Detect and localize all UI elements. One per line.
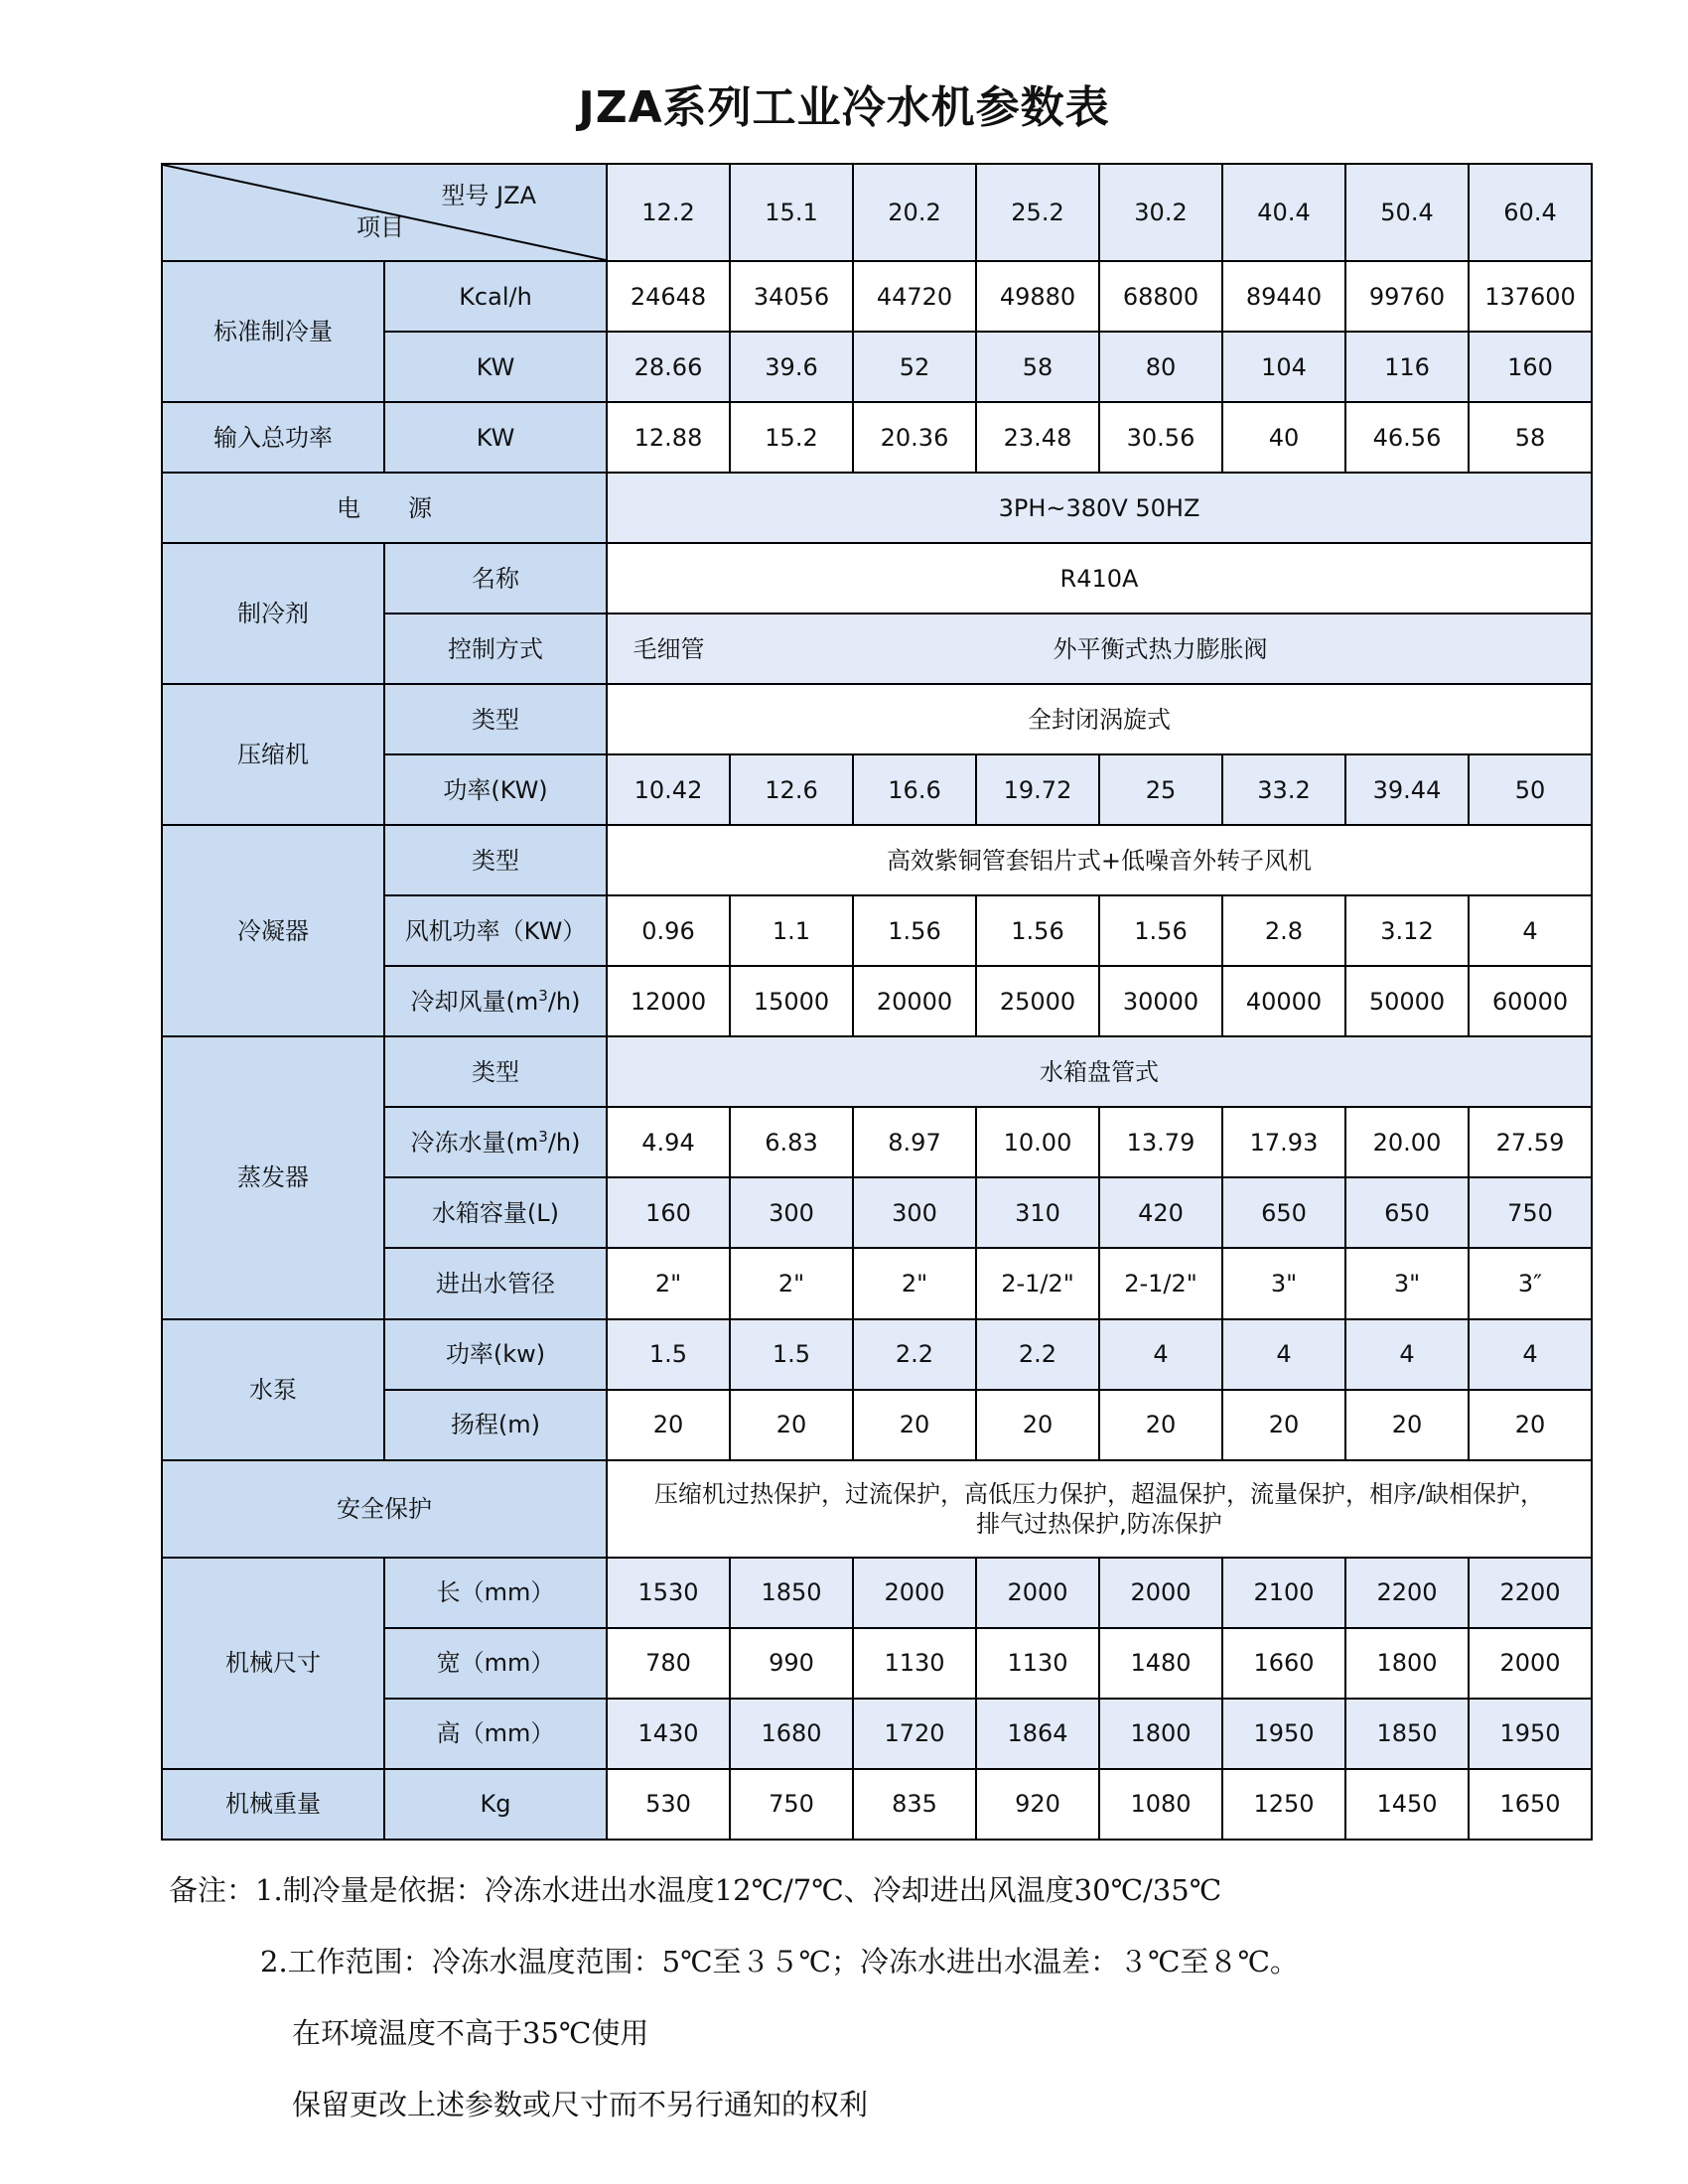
value-cell: 20.00 [1345, 1107, 1469, 1177]
sub-label [384, 1107, 607, 1177]
model-cell: 15.1 [730, 164, 853, 261]
value-cell: 4 [1469, 1319, 1592, 1390]
value-cell: 2100 [1222, 1558, 1345, 1628]
compressor-type-value: 全封闭涡旋式 [607, 684, 1592, 754]
value-cell: 1850 [730, 1558, 853, 1628]
table-row [162, 543, 1592, 614]
value-cell: 2200 [1345, 1558, 1469, 1628]
sub-label: 水箱容量(L) [384, 1177, 607, 1248]
value-cell: 20 [1469, 1390, 1592, 1460]
model-cell: 12.2 [607, 164, 730, 261]
value-cell: 3" [1222, 1248, 1345, 1318]
value-cell: 1850 [1345, 1699, 1469, 1769]
value-cell: 920 [976, 1769, 1099, 1840]
value-cell: 4 [1469, 895, 1592, 966]
value-cell: 2000 [976, 1558, 1099, 1628]
value-cell: 300 [730, 1177, 853, 1248]
page-title: JZA系列工业冷水机参数表 [578, 82, 1110, 133]
value-cell: 2-1/2" [976, 1248, 1099, 1318]
sub-label: 宽（mm） [384, 1628, 607, 1699]
value-cell: 1950 [1469, 1699, 1592, 1769]
value-cell: 160 [1469, 332, 1592, 402]
row-label-cooling-capacity: 标准制冷量 [162, 261, 384, 402]
value-cell: 4 [1345, 1319, 1469, 1390]
value-cell: 1650 [1469, 1769, 1592, 1840]
value-cell: 25000 [976, 966, 1099, 1036]
value-cell: 420 [1099, 1177, 1222, 1248]
value-cell: 16.6 [853, 754, 976, 825]
value-cell: 10.00 [976, 1107, 1099, 1177]
value-cell: 34056 [730, 261, 853, 332]
value-cell: 2000 [1099, 1558, 1222, 1628]
sub-label: 类型 [384, 825, 607, 895]
superscript: 3 [538, 1127, 548, 1146]
value-cell: 1.56 [1099, 895, 1222, 966]
value-cell: 20 [607, 1390, 730, 1460]
value-cell: 1864 [976, 1699, 1099, 1769]
value-cell: 3" [1345, 1248, 1469, 1318]
value-cell: 1130 [853, 1628, 976, 1699]
value-cell: 2-1/2" [1099, 1248, 1222, 1318]
condenser-type-value: 高效紫铜管套铝片式+低噪音外转子风机 [607, 825, 1592, 895]
value-cell: 17.93 [1222, 1107, 1345, 1177]
model-cell: 20.2 [853, 164, 976, 261]
value-cell: 835 [853, 1769, 976, 1840]
value-cell: 13.79 [1099, 1107, 1222, 1177]
value-cell: 4 [1099, 1319, 1222, 1390]
value-cell: 2000 [853, 1558, 976, 1628]
value-cell: 12.88 [607, 402, 730, 473]
value-cell: 4 [1222, 1319, 1345, 1390]
sub-label-text: 冷冻水量(m [410, 1128, 539, 1157]
value-cell: 160 [607, 1177, 730, 1248]
sub-label [384, 966, 607, 1036]
value-cell: 1800 [1345, 1628, 1469, 1699]
value-cell: 6.83 [730, 1107, 853, 1177]
value-cell: 40 [1222, 402, 1345, 473]
value-cell: 15.2 [730, 402, 853, 473]
value-cell: 1.56 [853, 895, 976, 966]
superscript: 3 [538, 986, 548, 1005]
value-cell: 1450 [1345, 1769, 1469, 1840]
value-cell: 310 [976, 1177, 1099, 1248]
sub-label-text: 冷却风量(m [410, 987, 539, 1016]
value-cell: 10.42 [607, 754, 730, 825]
unit-label: KW [384, 332, 607, 402]
row-label-weight: 机械重量 [162, 1769, 384, 1840]
safety-value [607, 1460, 1592, 1558]
table-header-row [162, 164, 1592, 261]
row-label-condenser: 冷凝器 [162, 825, 384, 1036]
value-cell: 2.2 [853, 1319, 976, 1390]
value-cell: 39.44 [1345, 754, 1469, 825]
value-cell: 80 [1099, 332, 1222, 402]
value-cell: 780 [607, 1628, 730, 1699]
sub-label: 功率(KW) [384, 754, 607, 825]
evaporator-type-value: 水箱盘管式 [607, 1036, 1592, 1107]
value-cell: 1.5 [607, 1319, 730, 1390]
value-cell: 12.6 [730, 754, 853, 825]
value-cell: 1660 [1222, 1628, 1345, 1699]
value-cell: 89440 [1222, 261, 1345, 332]
value-cell: 68800 [1099, 261, 1222, 332]
value-cell: 1800 [1099, 1699, 1222, 1769]
value-cell: 990 [730, 1628, 853, 1699]
value-cell: 60000 [1469, 966, 1592, 1036]
note-1: 备注：1.制冷量是依据：冷冻水进出水温度12℃/7℃、冷却进出风温度30℃/35℃ [169, 1873, 1222, 1907]
model-cell: 25.2 [976, 164, 1099, 261]
value-cell: 20 [730, 1390, 853, 1460]
power-supply-value: 3PH~380V 50HZ [607, 473, 1592, 543]
value-cell: 2.2 [976, 1319, 1099, 1390]
table-row [162, 1319, 1592, 1390]
model-cell: 50.4 [1345, 164, 1469, 261]
table-row [162, 1769, 1592, 1840]
value-cell: 20 [853, 1390, 976, 1460]
value-cell: 650 [1345, 1177, 1469, 1248]
value-cell: 1250 [1222, 1769, 1345, 1840]
value-cell: 1430 [607, 1699, 730, 1769]
value-cell: 20 [1345, 1390, 1469, 1460]
value-cell: 39.6 [730, 332, 853, 402]
sub-label-text: /h) [547, 987, 581, 1016]
value-cell: 20 [1099, 1390, 1222, 1460]
value-cell: 3″ [1469, 1248, 1592, 1318]
value-cell: 1.56 [976, 895, 1099, 966]
value-cell: 24648 [607, 261, 730, 332]
notes-section [169, 1854, 1299, 2140]
value-cell: 750 [1469, 1177, 1592, 1248]
sub-label-text: /h) [547, 1128, 581, 1157]
table-row [162, 473, 1592, 543]
note-3: 在环境温度不高于35℃使用 [292, 2016, 649, 2050]
value-cell: 27.59 [1469, 1107, 1592, 1177]
value-cell: 12000 [607, 966, 730, 1036]
value-cell: 4.94 [607, 1107, 730, 1177]
value-cell: 2" [607, 1248, 730, 1318]
value-cell: 530 [607, 1769, 730, 1840]
value-cell: 40000 [1222, 966, 1345, 1036]
value-cell: 28.66 [607, 332, 730, 402]
value-cell: 0.96 [607, 895, 730, 966]
note-4: 保留更改上述参数或尺寸而不另行通知的权利 [292, 2088, 869, 2121]
value-cell: 20 [1222, 1390, 1345, 1460]
header-diagonal-cell [162, 164, 607, 261]
value-cell: 20.36 [853, 402, 976, 473]
control-first-value: 毛细管 [607, 614, 730, 684]
sub-label: 扬程(m) [384, 1390, 607, 1460]
sub-label: 控制方式 [384, 614, 607, 684]
control-rest-value: 外平衡式热力膨胀阀 [730, 614, 1592, 684]
value-cell: 2.8 [1222, 895, 1345, 966]
table-row [162, 825, 1592, 895]
value-cell: 116 [1345, 332, 1469, 402]
value-cell: 650 [1222, 1177, 1345, 1248]
value-cell: 1530 [607, 1558, 730, 1628]
value-cell: 1.1 [730, 895, 853, 966]
table-row [162, 1036, 1592, 1107]
value-cell: 52 [853, 332, 976, 402]
value-cell: 2" [853, 1248, 976, 1318]
row-label-power-supply: 电 源 [162, 473, 607, 543]
row-label-pump: 水泵 [162, 1319, 384, 1460]
value-cell: 23.48 [976, 402, 1099, 473]
table-row [162, 1460, 1592, 1558]
value-cell: 2" [730, 1248, 853, 1318]
sub-label: 进出水管径 [384, 1248, 607, 1318]
row-label-safety: 安全保护 [162, 1460, 607, 1558]
table-row [162, 1558, 1592, 1628]
table-row [162, 261, 1592, 332]
safety-line-2: 排气过热保护,防冻保护 [976, 1509, 1222, 1538]
value-cell: 1.5 [730, 1319, 853, 1390]
sub-label: 类型 [384, 1036, 607, 1107]
value-cell: 8.97 [853, 1107, 976, 1177]
row-label-input-power: 输入总功率 [162, 402, 384, 473]
model-cell: 40.4 [1222, 164, 1345, 261]
row-label-evaporator: 蒸发器 [162, 1036, 384, 1318]
value-cell: 20000 [853, 966, 976, 1036]
value-cell: 99760 [1345, 261, 1469, 332]
value-cell: 50 [1469, 754, 1592, 825]
unit-label: Kg [384, 1769, 607, 1840]
value-cell: 58 [1469, 402, 1592, 473]
value-cell: 750 [730, 1769, 853, 1840]
refrigerant-name-value: R410A [607, 543, 1592, 614]
spec-table [161, 163, 1593, 1841]
value-cell: 49880 [976, 261, 1099, 332]
model-cell: 60.4 [1469, 164, 1592, 261]
row-label-dimensions: 机械尺寸 [162, 1558, 384, 1769]
table-row [162, 402, 1592, 473]
row-label-compressor: 压缩机 [162, 684, 384, 825]
value-cell: 30.56 [1099, 402, 1222, 473]
sub-label: 长（mm） [384, 1558, 607, 1628]
value-cell: 3.12 [1345, 895, 1469, 966]
value-cell: 1480 [1099, 1628, 1222, 1699]
value-cell: 137600 [1469, 261, 1592, 332]
note-2: 2.工作范围：冷冻水温度范围：5℃至３５℃；冷冻水进出水温差：３℃至８℃。 [260, 1945, 1299, 1979]
value-cell: 1950 [1222, 1699, 1345, 1769]
unit-label: Kcal/h [384, 261, 607, 332]
value-cell: 15000 [730, 966, 853, 1036]
value-cell: 58 [976, 332, 1099, 402]
value-cell: 2000 [1469, 1628, 1592, 1699]
value-cell: 1680 [730, 1699, 853, 1769]
value-cell: 46.56 [1345, 402, 1469, 473]
sub-label: 名称 [384, 543, 607, 614]
row-label-refrigerant: 制冷剂 [162, 543, 384, 684]
table-row [162, 684, 1592, 754]
value-cell: 20 [976, 1390, 1099, 1460]
value-cell: 1080 [1099, 1769, 1222, 1840]
unit-label: KW [384, 402, 607, 473]
value-cell: 2200 [1469, 1558, 1592, 1628]
value-cell: 19.72 [976, 754, 1099, 825]
safety-line-1: 压缩机过热保护，过流保护，高低压力保护，超温保护，流量保护，相序/缺相保护， [653, 1479, 1545, 1508]
model-cell: 30.2 [1099, 164, 1222, 261]
sub-label: 风机功率（KW） [384, 895, 607, 966]
sub-label: 类型 [384, 684, 607, 754]
value-cell: 44720 [853, 261, 976, 332]
sub-label: 高（mm） [384, 1699, 607, 1769]
model-label: 型号 JZA [441, 182, 536, 209]
value-cell: 25 [1099, 754, 1222, 825]
sub-label: 功率(kw) [384, 1319, 607, 1390]
value-cell: 104 [1222, 332, 1345, 402]
value-cell: 1720 [853, 1699, 976, 1769]
value-cell: 33.2 [1222, 754, 1345, 825]
value-cell: 300 [853, 1177, 976, 1248]
value-cell: 50000 [1345, 966, 1469, 1036]
value-cell: 1130 [976, 1628, 1099, 1699]
value-cell: 30000 [1099, 966, 1222, 1036]
item-label: 项目 [356, 213, 404, 242]
